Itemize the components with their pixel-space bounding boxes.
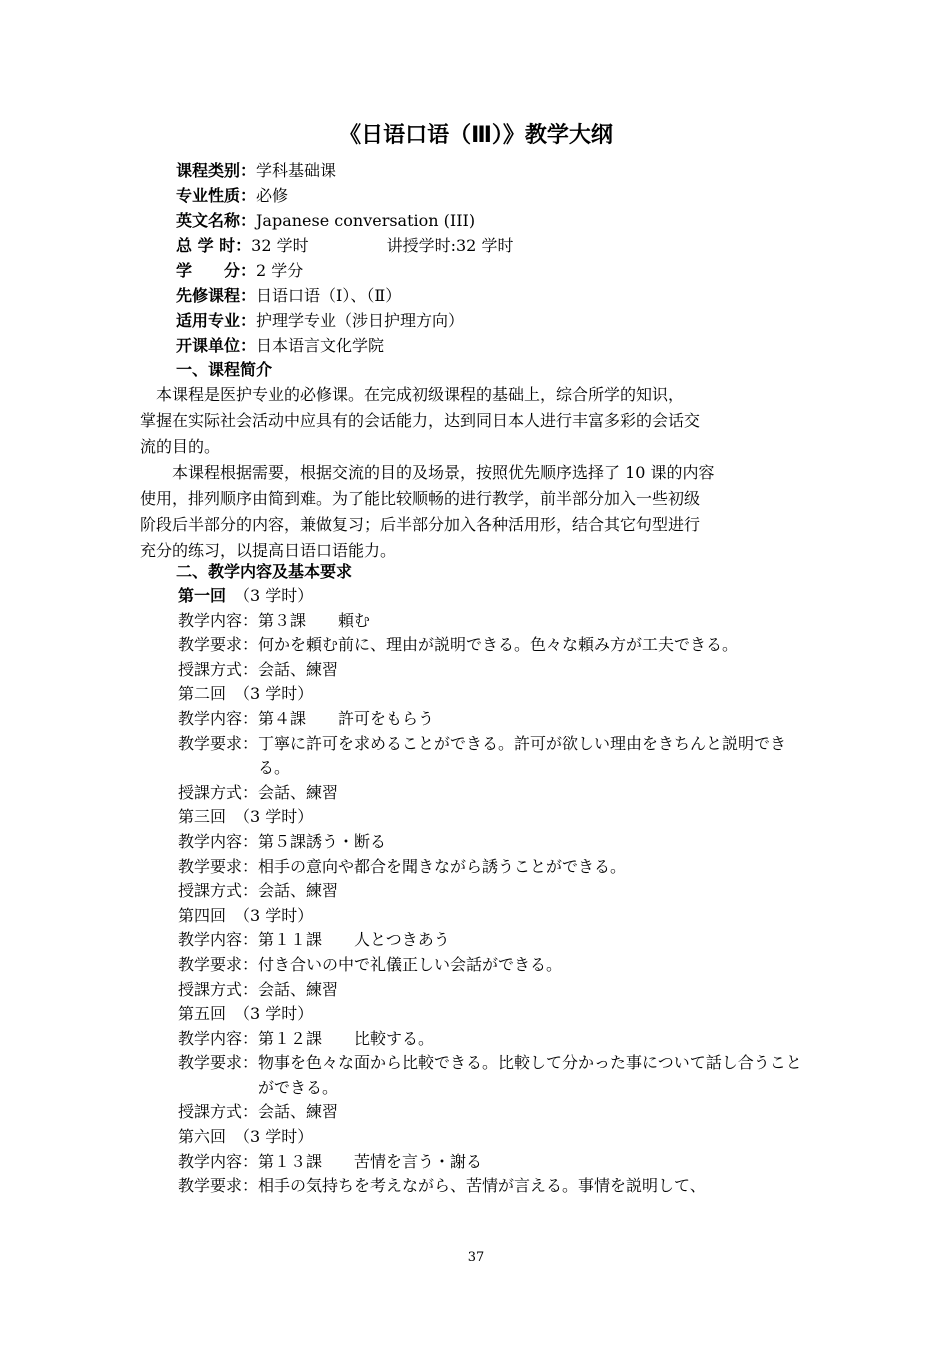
lesson-hours: （3 学时） [242,586,314,605]
lesson-requirement-row [178,1174,823,1199]
lesson-number: 第二回 [178,684,227,704]
section-heading-intro: 一、课程简介 [176,360,273,379]
meta-label: 学 分： [176,261,257,280]
lesson-requirement-row [178,953,823,978]
row-value: 会話、練習 [258,1102,339,1122]
row-value: 相手の気持ちを考えながら、苦情が言える。事情を説明して、 [258,1176,706,1196]
meta-value: 2 学分 [256,261,304,280]
lesson-hours: （3 学时） [242,807,314,827]
meta-value: 必修 [256,186,289,205]
lesson-header [178,1002,823,1027]
intro-paragraph-2 [140,460,820,564]
lesson-method-row [178,658,823,683]
row-label: 教学要求： [178,954,259,974]
row-label: 教学内容： [178,1028,259,1048]
text-line: 使用，排列顺序由简到难。为了能比较顺畅的进行教学，前半部分加入一些初级 [140,489,701,508]
text-line: 流的目的。 [140,437,221,456]
row-value: 第４課 許可をもらう [258,708,435,728]
lesson-content-row [178,609,823,634]
row-value: 付き合いの中で礼儀正しい会話ができる。 [258,954,563,974]
meta-row-department [176,333,836,358]
lesson-header [178,682,823,707]
row-label: 教学要求： [178,856,259,876]
row-value: 相手の意向や都合を聞きながら誘うことができる。 [258,856,627,876]
meta-value: 护理学专业（涉日护理方向） [256,311,465,330]
row-value: 丁寧に許可を求めることができる。許可が欲しい理由をきちんと説明できる。 [258,733,787,778]
meta-value: 日语口语（Ⅰ）、（Ⅱ） [256,286,402,305]
meta-row-english-name [176,208,836,233]
lesson-method-row [178,1100,823,1125]
meta-row-credits [176,258,836,283]
lesson-method-row [178,879,823,904]
lesson-number: 第五回 [178,1004,227,1024]
meta-label: 开课单位： [176,336,257,355]
meta-row-category [176,158,836,183]
lesson-requirement-row [178,855,823,880]
meta-value: 32 学时 [251,236,309,255]
row-label: 授課方式： [178,881,259,901]
row-label: 教学内容： [178,930,259,950]
text-line: 本课程是医护专业的必修课。在完成初级课程的基础上，综合所学的知识， [140,385,685,404]
meta-row-hours [176,233,836,258]
lesson-method-row [178,781,823,806]
lesson-number: 第六回 [178,1127,227,1147]
lesson-hours: （3 学时） [242,905,314,925]
meta-row-prerequisites [176,283,836,308]
row-label: 授課方式： [178,659,259,679]
lesson-header [178,805,823,830]
meta-label: 先修课程： [176,286,257,305]
lesson-number: 第四回 [178,905,227,925]
meta-value: 日本语言文化学院 [256,336,385,355]
row-value: 会話、練習 [258,782,339,802]
lesson-content-row [178,830,823,855]
meta-label: 专业性质： [176,186,257,205]
lesson-header [178,904,823,929]
meta-row-major [176,308,836,333]
lesson-header [178,1125,823,1150]
lesson-number: 第一回 [178,586,227,605]
row-label: 教学内容： [178,1151,259,1171]
lesson-hours: （3 学时） [242,1004,314,1024]
row-value: 第１２課 比較する。 [258,1028,435,1048]
meta-label: 英文名称： [176,211,257,230]
row-value: 第１１課 人とつきあう [258,930,450,950]
row-value: 会話、練習 [258,979,339,999]
meta-label: 课程类别： [176,161,257,180]
lesson-list [178,584,823,1199]
page-title: 《日语口语（Ⅲ）》教学大纲 [339,123,613,148]
lesson-requirement-row [178,732,823,781]
meta-label: 适用专业： [176,311,257,330]
meta-lecture-hours: 讲授学时:32 学时 [386,236,514,255]
lesson-hours: （3 学时） [242,684,314,704]
row-label: 教学要求： [178,733,259,753]
section-heading-content: 二、教学内容及基本要求 [176,562,353,581]
row-value: 会話、練習 [258,881,339,901]
row-label: 授課方式： [178,782,259,802]
row-label: 教学内容： [178,610,259,630]
row-value: 何かを頼む前に、理由が説明できる。色々な頼み方が工夫できる。 [258,635,739,655]
row-label: 授課方式： [178,1102,259,1122]
meta-value: Japanese conversation (III) [256,211,476,230]
course-meta [176,158,836,358]
lesson-number: 第三回 [178,807,227,827]
row-label: 教学要求： [178,1176,259,1196]
lesson-content-row [178,707,823,732]
lesson-method-row [178,978,823,1003]
lesson-header [178,584,823,609]
row-label: 教学要求： [178,635,259,655]
meta-label: 总 学 时： [176,236,252,255]
page-number: 37 [467,1250,485,1265]
text-line: 充分的练习，以提高日语口语能力。 [140,541,397,560]
meta-value: 学科基础课 [256,161,337,180]
row-value: 第３課 頼む [258,610,371,630]
text-line: 阶段后半部分的内容，兼做复习；后半部分加入各种活用形，结合其它句型进行 [140,515,701,534]
intro-paragraph-1 [140,382,820,460]
lesson-content-row [178,1027,823,1052]
row-label: 授課方式： [178,979,259,999]
lesson-content-row [178,928,823,953]
row-value: 第５課誘う・断る [258,831,387,851]
lesson-requirement-row [178,1051,823,1100]
row-label: 教学要求： [178,1053,259,1073]
row-value: 第１３課 苦情を言う・謝る [258,1151,483,1171]
row-value: 会話、練習 [258,659,339,679]
row-value: 物事を色々な面から比較できる。比較して分かった事について話し合うことができる。 [258,1053,802,1097]
lesson-content-row [178,1150,823,1175]
text-line: 掌握在实际社会活动中应具有的会话能力，达到同日本人进行丰富多彩的会话交 [140,411,701,430]
row-label: 教学内容： [178,708,259,728]
lesson-hours: （3 学时） [242,1127,314,1147]
meta-row-nature [176,183,836,208]
lesson-requirement-row [178,633,823,658]
row-label: 教学内容： [178,831,259,851]
text-line: 本课程根据需要，根据交流的目的及场景，按照优先顺序选择了 10 课的内容 [140,463,715,482]
